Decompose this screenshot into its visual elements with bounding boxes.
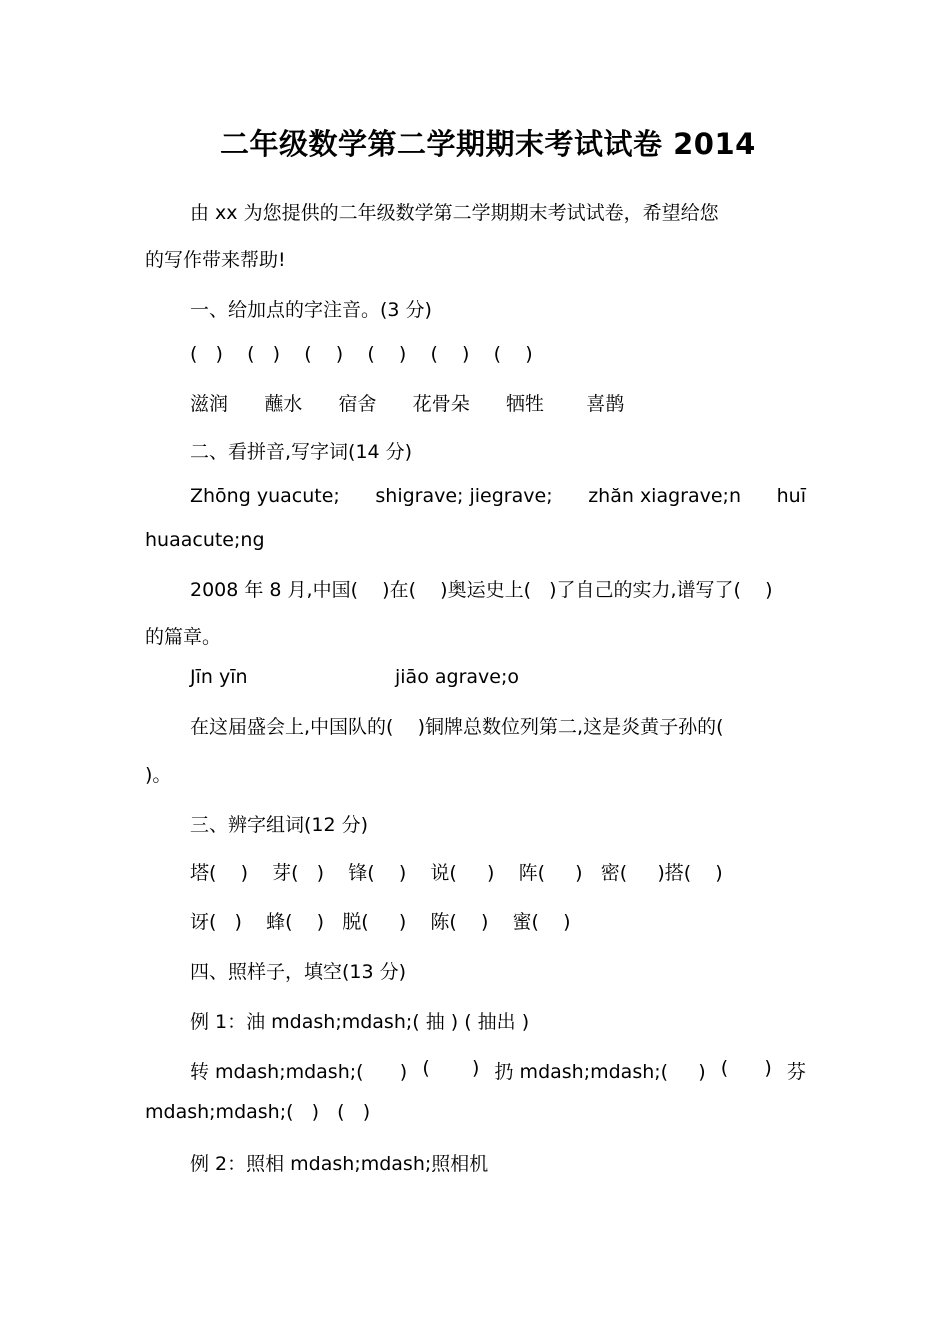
example-2: 例 2：照相 mdash;mdash;照相机 — [190, 1153, 489, 1175]
section-3-heading: 三、辨字组词(12 分) — [190, 814, 369, 836]
exercise-item: 扔 mdash;mdash;( ) — [494, 1061, 706, 1083]
exercise-item: ( ) — [720, 1057, 772, 1079]
pinyin-row-1-cont: huaacute;ng — [145, 529, 265, 551]
section-3-row-2: 讶( ) 蜂( ) 脱( ) 陈( ) 蜜( ) — [190, 911, 571, 933]
section-3-row-1: 塔( ) 芽( ) 锋( ) 说( ) 阵( ) 密( )搭( ) — [190, 862, 723, 884]
pinyin-item: jiāo agrave;o — [395, 666, 519, 688]
section-1-words: 滋润 蘸水 宿舍 花骨朵 牺牲 喜鹊 — [190, 393, 625, 415]
section-1-heading: 一、给加点的字注音。(3 分) — [190, 299, 432, 321]
section-1-brackets: ( ) ( ) ( ) ( ) ( ) ( ) — [190, 343, 533, 365]
exercise-item: 转 mdash;mdash;( ) — [190, 1061, 408, 1083]
section-2-heading: 二、看拼音,写字词(14 分) — [190, 441, 413, 463]
intro-line-1: 由 xx 为您提供的二年级数学第二学期期末考试试卷，希望给您 — [190, 202, 719, 224]
pinyin-item: Zhōng yuacute; — [190, 485, 340, 507]
sentence-1-line-1: 2008 年 8 月,中国( )在( )奥运史上( )了自己的实力,谱写了( ) — [190, 579, 773, 601]
section-4-heading: 四、照样子，填空(13 分) — [190, 961, 407, 983]
pinyin-item: shigrave; jiegrave; — [375, 485, 553, 507]
pinyin-item: huī — [776, 485, 806, 507]
pinyin-item: zhăn xiagrave;n — [588, 485, 742, 507]
example-1: 例 1：油 mdash;mdash;( 抽 ) ( 抽出 ) — [190, 1011, 530, 1033]
sentence-1-line-2: 的篇章。 — [145, 626, 222, 648]
page-title: 二年级数学第二学期期末考试试卷 2014 — [220, 127, 756, 161]
pinyin-row-2 — [190, 666, 519, 688]
exercise-item: ( ) — [422, 1057, 480, 1079]
intro-line-2: 的写作带来帮助! — [145, 249, 286, 271]
exercise-1-line-2: mdash;mdash;( ) ( ) — [145, 1101, 371, 1123]
exercise-item: 芬 — [786, 1061, 806, 1083]
sentence-2-line-2: )。 — [145, 764, 172, 786]
exercise-1-line-1 — [190, 1057, 806, 1084]
pinyin-row-1 — [190, 485, 806, 507]
pinyin-item: Jīn yīn — [190, 666, 248, 688]
sentence-2-line-1: 在这届盛会上,中国队的( )铜牌总数位列第二,这是炎黄子孙的( — [190, 716, 724, 738]
